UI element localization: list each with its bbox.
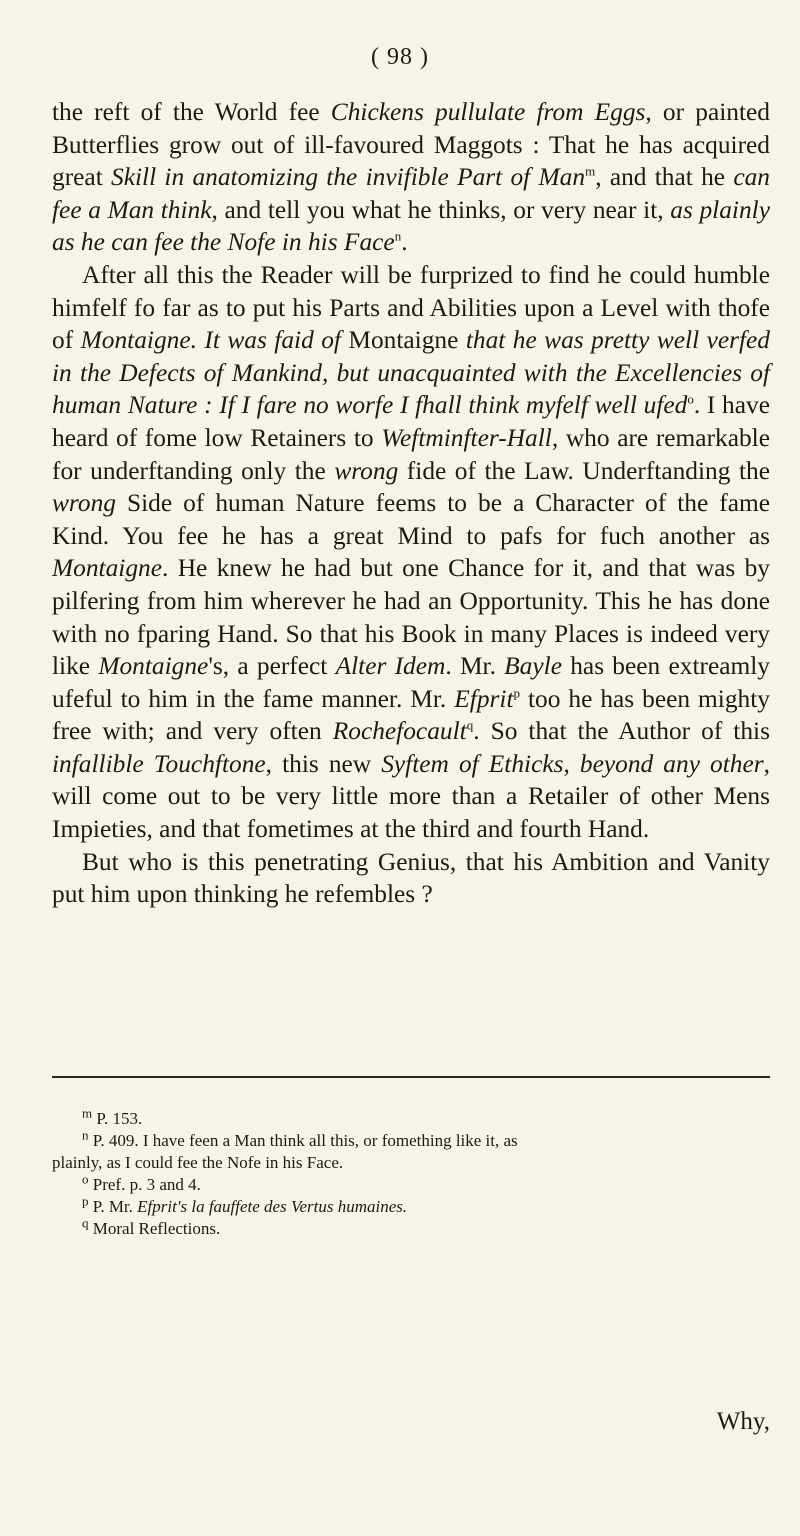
text-run: , and tell you what he thinks, or very near it, [211,195,671,224]
text-run: . [401,228,408,257]
footnote-text-italic: Efprit's la fauffete des Vertus humaines. [137,1197,408,1216]
italic-run: Bayle [504,652,562,681]
italic-run: as plainly as he can fee the Nofe in his Face [52,195,770,257]
text-run: Side of human Nature feems to be a Character of the fame Kind. You fee he has a great Mind to pafs for fuch another as [52,489,770,550]
footnote-n [52,1127,770,1152]
italic-run: Weftminfter-Hall [381,423,552,452]
italic-run: can fee a Man think [52,163,771,224]
footnote-text: Pref. p. 3 and 4. [92,1175,201,1194]
italic-run: that he was pretty well verfed in the Defects of Mankind, but unacquainted with the Excellencies of human Nature : If I fare no worfe I fhall think myfelf well ufed [52,326,771,420]
text-run: , who are remarkable for underftanding only the [52,423,771,485]
catchword: Why, [716,1408,770,1435]
text-run: . Mr. [445,652,505,681]
body-text [52,96,770,911]
footnote-mark: p [82,1193,89,1209]
page-number: ( 98 ) [371,44,429,70]
footnote-mark: n [82,1127,89,1143]
paragraph-1 [52,96,770,259]
italic-run: wrong [52,489,116,518]
italic-run: Skill in anatomizing the invifible Part of Man [111,163,586,192]
footnote-q [52,1215,770,1240]
footnote-n-continued: plainly, as I could fee the Nofe in his Face. [52,1153,344,1172]
italic-run: Alter Idem [335,652,446,681]
text-run: fide of the Law. Underftanding the [398,456,770,485]
footnote-mark: q [82,1215,89,1231]
footnote-p [52,1193,770,1218]
footnote-text: P. Mr. [92,1197,138,1216]
text-run: too he has been mighty free with; and very often [52,684,770,746]
text-run: . I have heard of fome low Retainers to [52,391,770,452]
italic-run: Efprit [454,684,514,713]
footnote-ref-m[interactable]: m [585,163,596,179]
footnote-m [52,1105,770,1130]
text-run: has been extreamly ufeful to him in the fame manner. Mr. [52,652,770,713]
footnote-mark: m [82,1105,93,1121]
italic-run: infallible Touchftone [52,749,266,778]
italic-run: Montaigne [52,554,163,583]
italic-run: Chickens pullulate from Eggs [330,98,646,126]
footnote-text: P. 409. I have feen a Man think all this, or fomething like it, as [92,1131,518,1150]
italic-run: Montaigne [98,652,209,681]
footnote-ref-n[interactable]: n [394,228,402,244]
text-run: , and that he [595,163,734,192]
footnote-ref-o[interactable]: o [687,391,694,407]
text-run: . So that the Author of this [473,717,770,746]
italic-run: wrong [334,456,399,485]
paragraph-2 [52,259,770,846]
text-run: . He knew he had but one Chance for it, and that was by pilfering from him wherever he had an Opportunity. This he has done with no fparing Hand. So that his Book in many Places is indeed very like [52,554,770,681]
paragraph-3: But who is this penetrating Genius, that his Ambition and Vanity put him upon thinking he refembles ? [52,847,770,909]
footnote-text: P. 153. [96,1109,143,1128]
text-run: 's, a perfect [208,652,336,681]
text-run: , [563,749,580,778]
footnote-divider [52,1076,770,1078]
italic-run: beyond any other [579,749,764,778]
footnote-ref-q[interactable]: q [466,717,474,733]
footnote-mark: o [82,1171,89,1187]
italic-run: Rochefocault [332,717,467,746]
text-run: the reft of the World fee [52,98,331,126]
text-run: , or painted Butterflies grow out of ill-favoured Maggots : That he has acquired great [52,98,770,192]
text-run: , this new [265,749,382,778]
footnote-text: Moral Reflections. [92,1219,221,1238]
text-run: , will come out to be very little more than a Retailer of other Mens Impieties, and that fometimes at the third and fourth Hand. [52,749,770,844]
text-run: After all this the Reader will be furprized to find he could humble himfelf fo far as to put his Parts and Abilities upon a Level with thofe of [52,260,770,355]
italic-run: Montaigne. It was faid of [80,326,341,355]
footnote-o [52,1171,770,1196]
footnotes [52,1105,770,1240]
text-run: Montaigne [340,326,466,355]
italic-run: Syftem of Ethicks [381,749,564,778]
footnote-ref-p[interactable]: p [513,685,520,701]
